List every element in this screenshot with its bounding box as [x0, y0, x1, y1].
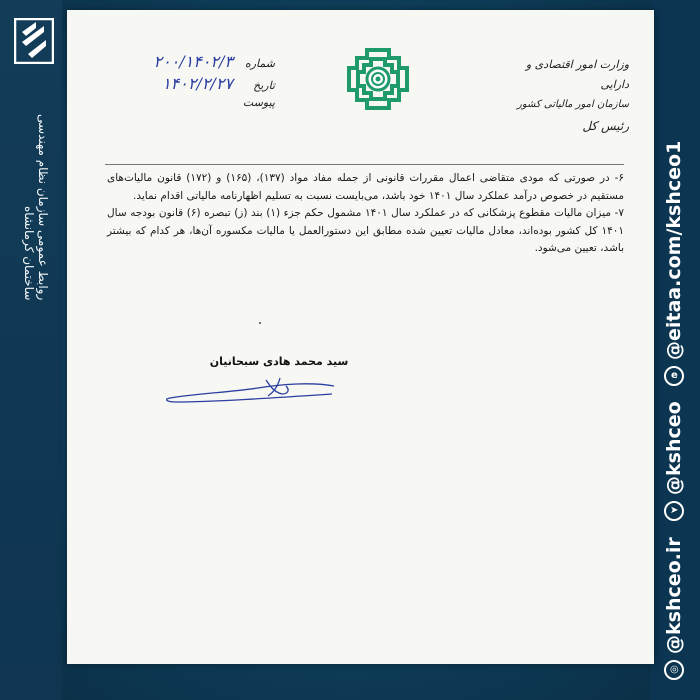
organization-name: سازمان امور مالیاتی کشور	[517, 99, 629, 110]
meta-number-row	[115, 52, 275, 74]
paragraph-6: ۶- در صورتی که مودی متقاضی اعمال مقررات قانونی از جمله مفاد مواد (۱۳۷)، (۱۶۵) و (۱۷۲) قانون مالیات‌های مستقیم در خصوص درآمد عملکرد سال ۱۴۰۱ خود باشد، می‌بایست نسبت به تسلیم اظهارنامه مالیاتی اقدام نماید.	[107, 172, 624, 202]
number-value: ۲۰۰/۱۴۰۲/۳	[153, 52, 233, 71]
letter-meta	[115, 52, 275, 118]
social-item-site[interactable]	[663, 537, 685, 680]
position-title: رئیس کل	[582, 119, 629, 133]
social-item-telegram[interactable]	[663, 402, 685, 522]
telegram-icon: ➤	[664, 501, 684, 521]
meta-date-row	[115, 74, 275, 96]
handwritten-signature	[162, 372, 342, 408]
instagram-icon: ◎	[664, 660, 684, 680]
brand-logo-icon	[14, 18, 54, 64]
number-label: شماره	[244, 57, 275, 70]
social-handle-telegram: @kshceo	[663, 401, 685, 496]
letter-body	[107, 170, 624, 258]
left-brand-strip	[0, 0, 62, 700]
tax-organization-emblem-icon	[345, 46, 411, 112]
social-handle-site: @kshceo.ir	[663, 537, 685, 654]
ministry-name: وزارت امور اقتصادی و دارایی	[525, 58, 629, 91]
letterhead	[499, 55, 629, 137]
social-item-eitaa[interactable]	[663, 140, 685, 385]
attachment-label: پیوست	[242, 96, 275, 109]
social-handles	[654, 120, 694, 680]
right-social-strip	[650, 0, 700, 700]
signer-name: سید محمد هادی سبحانیان	[209, 355, 349, 368]
eitaa-icon: e	[664, 366, 684, 386]
social-handle-eitaa: @eitaa.com/kshceo1	[663, 140, 685, 360]
brand-tagline: روابط عمومی سازمان نظام مهندسی ساختمان کرمانشاه	[22, 113, 50, 300]
stray-dot	[259, 322, 261, 324]
date-value: ۱۴۰۲/۲/۲۷	[162, 74, 233, 93]
meta-attachment-row	[115, 96, 275, 118]
letter-paper	[67, 10, 654, 664]
date-label: تاریخ	[253, 79, 275, 92]
paragraph-7: ۷- میزان مالیات مقطوع پزشکانی که در عملکرد سال ۱۴۰۱ مشمول حکم جزء (۱) بند (ز) تبصره (۶) قانون بودجه سال ۱۴۰۱ کل کشور بوده‌اند، معادل مالیات تعیین شده مطابق این دستورالعمل یا مالیات مکسوره آن‌ها، هر کدام که بیشتر باشد، تعیین می‌شود.	[107, 207, 625, 254]
header-divider	[105, 164, 624, 165]
